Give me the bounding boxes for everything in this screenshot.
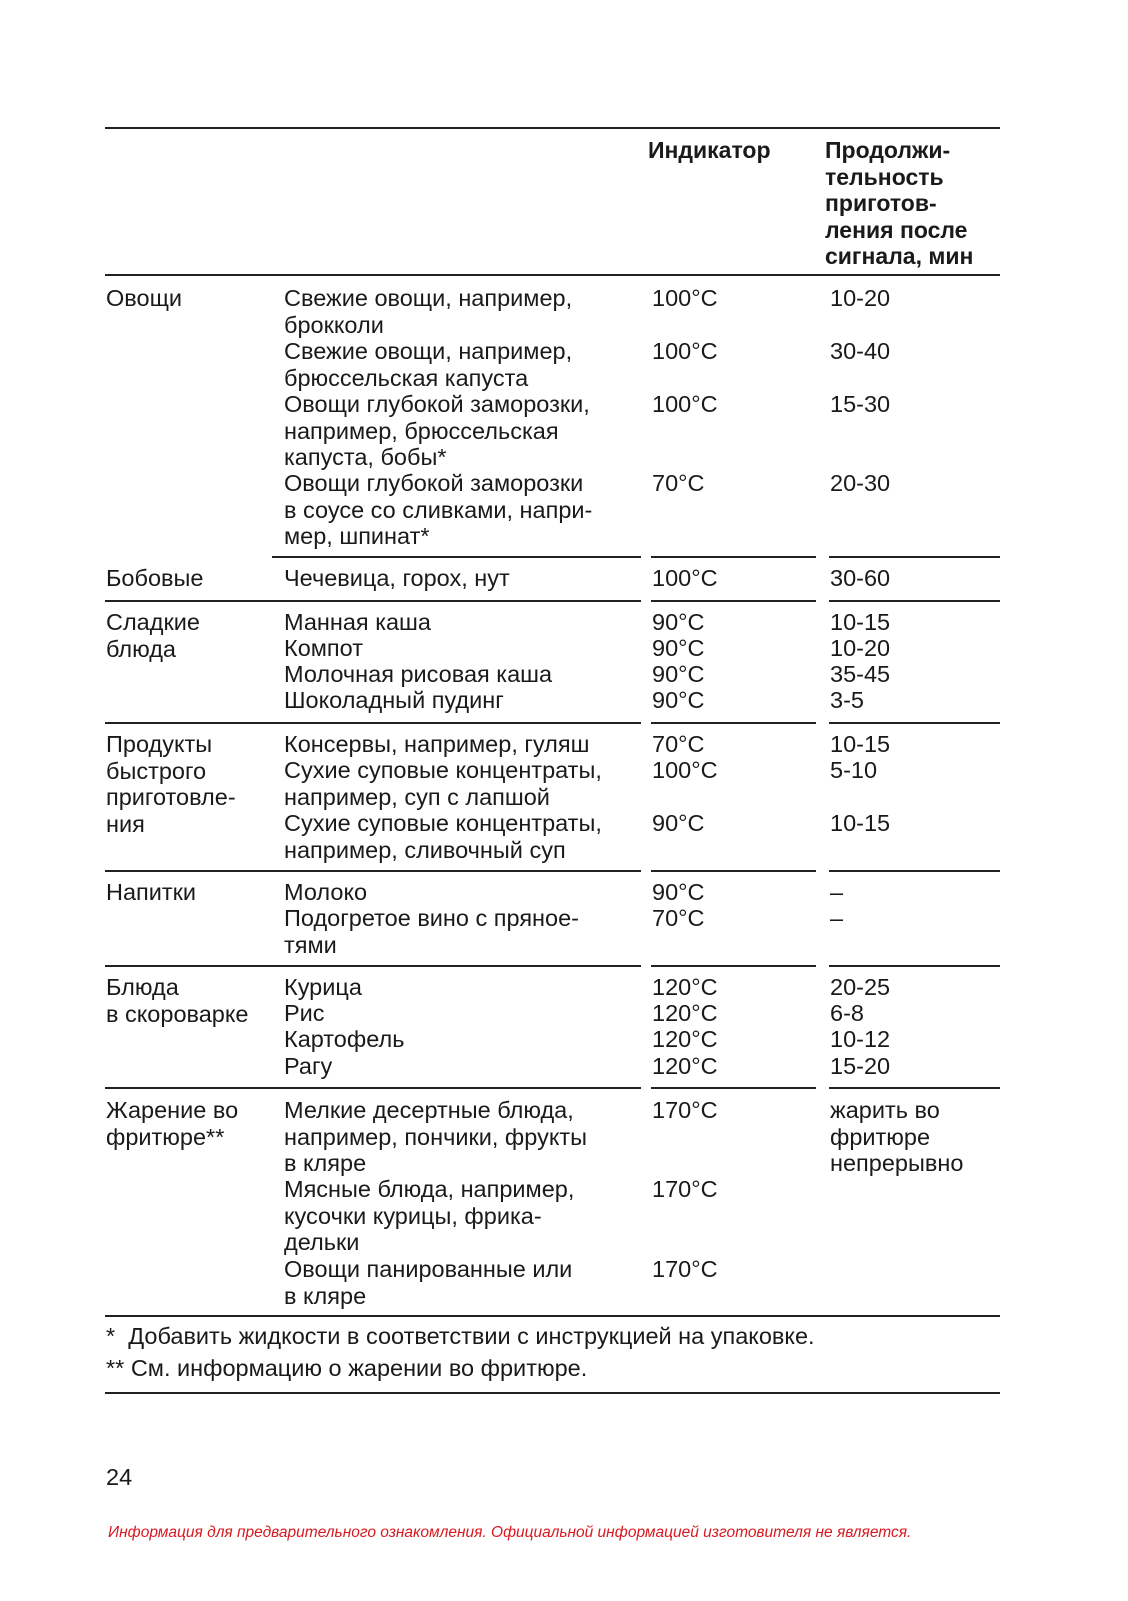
time-value: жарить во фритюре непрерывно — [830, 1097, 964, 1176]
temperature-value: 100°C — [652, 757, 718, 783]
category-label: Жарение во фритюре** — [106, 1097, 239, 1150]
temperature-value: 90°C — [652, 635, 705, 661]
disclaimer: Информация для предварительного ознакомления. Официальной информацией изготовителя не является. — [108, 1524, 912, 1541]
time-value: 20-25 — [830, 974, 891, 1000]
time-value: – — [830, 879, 844, 905]
row-divider — [651, 870, 816, 872]
temperature-value: 100°C — [652, 565, 718, 591]
footnote: * Добавить жидкости в соответствии с инструкцией на упаковке. — [106, 1323, 815, 1349]
header-duration: Продолжи- тельность приготов- ления после сигнала, мин — [825, 137, 974, 269]
temperature-value: 100°C — [652, 338, 718, 364]
time-value: 10-20 — [830, 285, 891, 311]
time-value: 3-5 — [830, 687, 864, 713]
temperature-value: 90°C — [652, 687, 705, 713]
food-item: Мелкие десертные блюда, например, пончики, фрукты в кляре — [284, 1097, 588, 1176]
table-bottom-rule — [105, 1315, 1000, 1317]
table-top-rule — [105, 127, 1000, 129]
row-divider — [272, 965, 641, 967]
time-value: 30-40 — [830, 338, 891, 364]
food-item: Овощи глубокой заморозки, например, брюссельская капуста, бобы* — [284, 391, 590, 470]
row-divider — [829, 965, 1000, 967]
row-divider — [272, 600, 641, 602]
row-divider — [272, 722, 641, 724]
row-divider — [272, 1087, 641, 1089]
time-value: 10-15 — [830, 810, 891, 836]
row-divider — [651, 965, 816, 967]
time-value: 30-60 — [830, 565, 891, 591]
row-divider — [651, 1087, 816, 1089]
header-bottom-rule — [105, 274, 1000, 276]
row-divider — [829, 1087, 1000, 1089]
row-divider — [651, 722, 816, 724]
footnote: ** См. информацию о жарении во фритюре. — [106, 1355, 588, 1381]
temperature-value: 90°C — [652, 879, 705, 905]
food-item: Молоко — [284, 879, 368, 905]
row-divider — [651, 600, 816, 602]
temperature-value: 100°C — [652, 285, 718, 311]
time-value: 15-30 — [830, 391, 891, 417]
food-item: Картофель — [284, 1026, 405, 1052]
food-item: Манная каша — [284, 609, 431, 635]
row-divider — [105, 722, 272, 724]
temperature-value: 70°C — [652, 731, 705, 757]
time-value: 10-15 — [830, 731, 891, 757]
temperature-value: 90°C — [652, 609, 705, 635]
food-item: Свежие овощи, например, брокколи — [284, 285, 573, 338]
food-item: Шоколадный пудинг — [284, 687, 504, 713]
food-item: Молочная рисовая каша — [284, 661, 553, 687]
row-divider — [105, 600, 272, 602]
row-divider — [105, 965, 272, 967]
row-divider — [272, 870, 641, 872]
category-label: Блюда в скороварке — [106, 974, 249, 1027]
time-value: – — [830, 905, 844, 931]
time-value: 5-10 — [830, 757, 878, 783]
temperature-value: 120°C — [652, 1026, 718, 1052]
food-item: Компот — [284, 635, 363, 661]
category-label: Сладкие блюда — [106, 609, 200, 662]
food-item: Овощи глубокой заморозки в соусе со сливками, напри- мер, шпинат* — [284, 470, 593, 549]
header-indicator: Индикатор — [648, 137, 771, 163]
food-item: Овощи панированные или в кляре — [284, 1256, 573, 1309]
row-divider — [105, 870, 272, 872]
food-item: Мясные блюда, например, кусочки курицы, фрика- дельки — [284, 1176, 575, 1255]
food-item: Чечевица, горох, нут — [284, 565, 510, 591]
row-divider — [829, 870, 1000, 872]
temperature-value: 120°C — [652, 1053, 718, 1079]
time-value: 10-20 — [830, 635, 891, 661]
food-item: Свежие овощи, например, брюссельская капуста — [284, 338, 573, 391]
row-divider — [651, 556, 816, 558]
row-divider — [829, 722, 1000, 724]
category-label: Напитки — [106, 879, 197, 905]
temperature-value: 120°C — [652, 974, 718, 1000]
row-divider — [272, 556, 641, 558]
row-divider — [829, 600, 1000, 602]
time-value: 6-8 — [830, 1000, 864, 1026]
time-value: 10-15 — [830, 609, 891, 635]
food-item: Курица — [284, 974, 362, 1000]
food-item: Рис — [284, 1000, 325, 1026]
food-item: Сухие суповые концентраты, например, суп с лапшой — [284, 757, 602, 810]
food-item: Консервы, например, гуляш — [284, 731, 590, 757]
time-value: 20-30 — [830, 470, 891, 496]
temperature-value: 90°C — [652, 810, 705, 836]
footnote-bottom-rule — [105, 1392, 1000, 1394]
temperature-value: 70°C — [652, 470, 705, 496]
food-item: Подогретое вино с пряное- тями — [284, 905, 579, 958]
temperature-value: 90°C — [652, 661, 705, 687]
time-value: 15-20 — [830, 1053, 891, 1079]
food-item: Сухие суповые концентраты, например, сливочный суп — [284, 810, 602, 863]
temperature-value: 170°C — [652, 1097, 718, 1123]
row-divider — [829, 556, 1000, 558]
category-label: Овощи — [106, 285, 183, 311]
time-value: 10-12 — [830, 1026, 891, 1052]
temperature-value: 70°C — [652, 905, 705, 931]
temperature-value: 170°C — [652, 1176, 718, 1202]
time-value: 35-45 — [830, 661, 891, 687]
row-divider — [105, 1087, 272, 1089]
category-label: Продукты быстрого приготовле- ния — [106, 731, 236, 837]
temperature-value: 170°C — [652, 1256, 718, 1282]
page-number: 24 — [106, 1464, 133, 1490]
temperature-value: 100°C — [652, 391, 718, 417]
temperature-value: 120°C — [652, 1000, 718, 1026]
food-item: Рагу — [284, 1053, 333, 1079]
category-label: Бобовые — [106, 565, 204, 591]
